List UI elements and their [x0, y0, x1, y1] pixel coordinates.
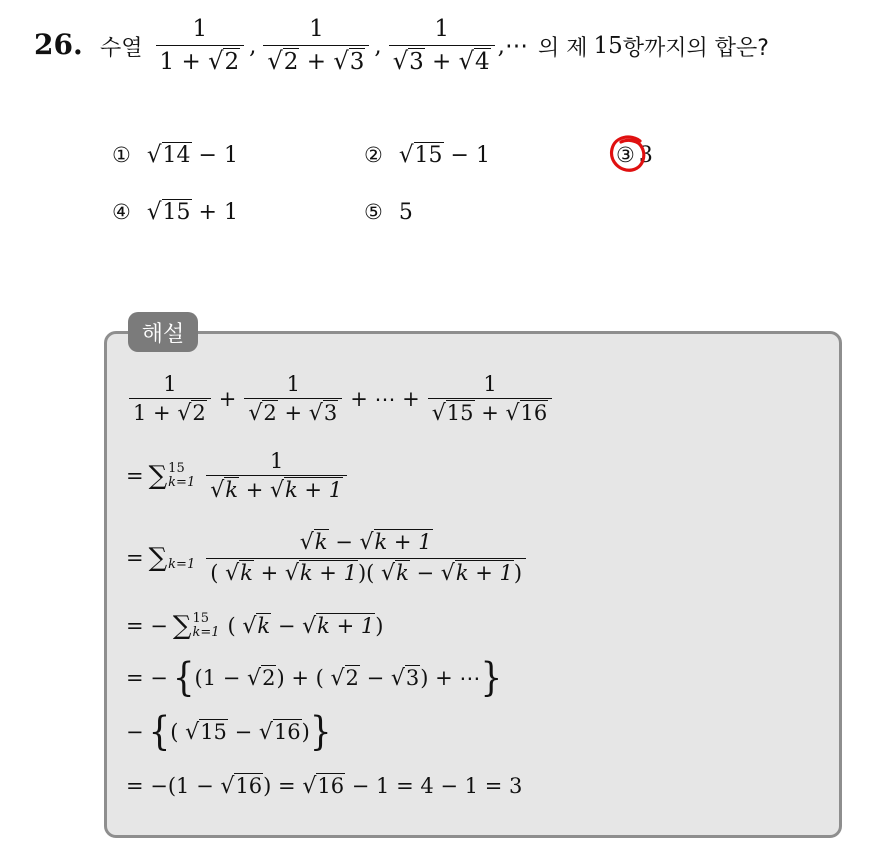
term-1: $\frac{1}{1 + √2}$	[156, 16, 245, 75]
choice-marker: ⑤	[364, 200, 383, 224]
choice-4[interactable]: ④ √15 + 1	[112, 199, 238, 225]
solution-line-4: = − ∑ 15 k=1 ( √k − √k + 1)	[126, 611, 384, 641]
answer-circle-mark	[607, 133, 649, 175]
choice-marker: ①	[112, 143, 131, 167]
solution-line-6: − { ( √15 − √16) }	[126, 709, 332, 755]
choice-marker: ②	[364, 143, 383, 167]
question-number: 26.	[34, 28, 83, 61]
choice-1[interactable]: ① √14 − 1	[112, 142, 238, 168]
choice-5[interactable]: ⑤ 5	[364, 199, 413, 225]
solution-line-2: = ∑ 15 k=1 $\frac{1}{√k + √k + 1}$	[126, 440, 350, 512]
solution-line-5: = − { (1 − √2) + ( √2 − √3) + ⋯ }	[126, 655, 503, 701]
solution-line-7: = −(1 − √16) = √16 − 1 = 4 − 1 = 3	[126, 773, 523, 799]
stem-suffix: 의 제	[537, 35, 588, 61]
term-2: $\frac{1}{√2 + √3}$	[263, 16, 369, 75]
stem-prefix: 수열	[100, 35, 143, 61]
solution-label: 해설	[128, 312, 198, 352]
solution-line-3: = ∑ k=1 $\frac{√k - √k + 1}{( √k + √k + 1)( √k - √k + 1)}$	[126, 518, 529, 598]
solution-line-1: $\frac{1}{1 + √2}$ + $\frac{1}{√2 + √3}$ + ⋯ + $\frac{1}{√15 + √16}$	[126, 364, 555, 434]
choice-2[interactable]: ② √15 − 1	[364, 142, 490, 168]
term-3: $\frac{1}{√3 + √4}$	[389, 16, 495, 75]
stem-end: 항까지의 합은?	[622, 35, 769, 61]
ellipsis: ,⋯	[497, 33, 528, 59]
question-stem: 수열 $\frac{1}{1 + √2}$ , $\frac{1}{√2 + √3}$ , $\frac{1}{√3 + √4}$ ,⋯ 의 제 15 항까지의 합은?	[100, 16, 769, 75]
choice-marker: ③	[616, 142, 635, 167]
choice-marker: ④	[112, 200, 131, 224]
choice-3[interactable]: ③ 3	[616, 138, 653, 172]
term-count: 15	[593, 33, 623, 59]
